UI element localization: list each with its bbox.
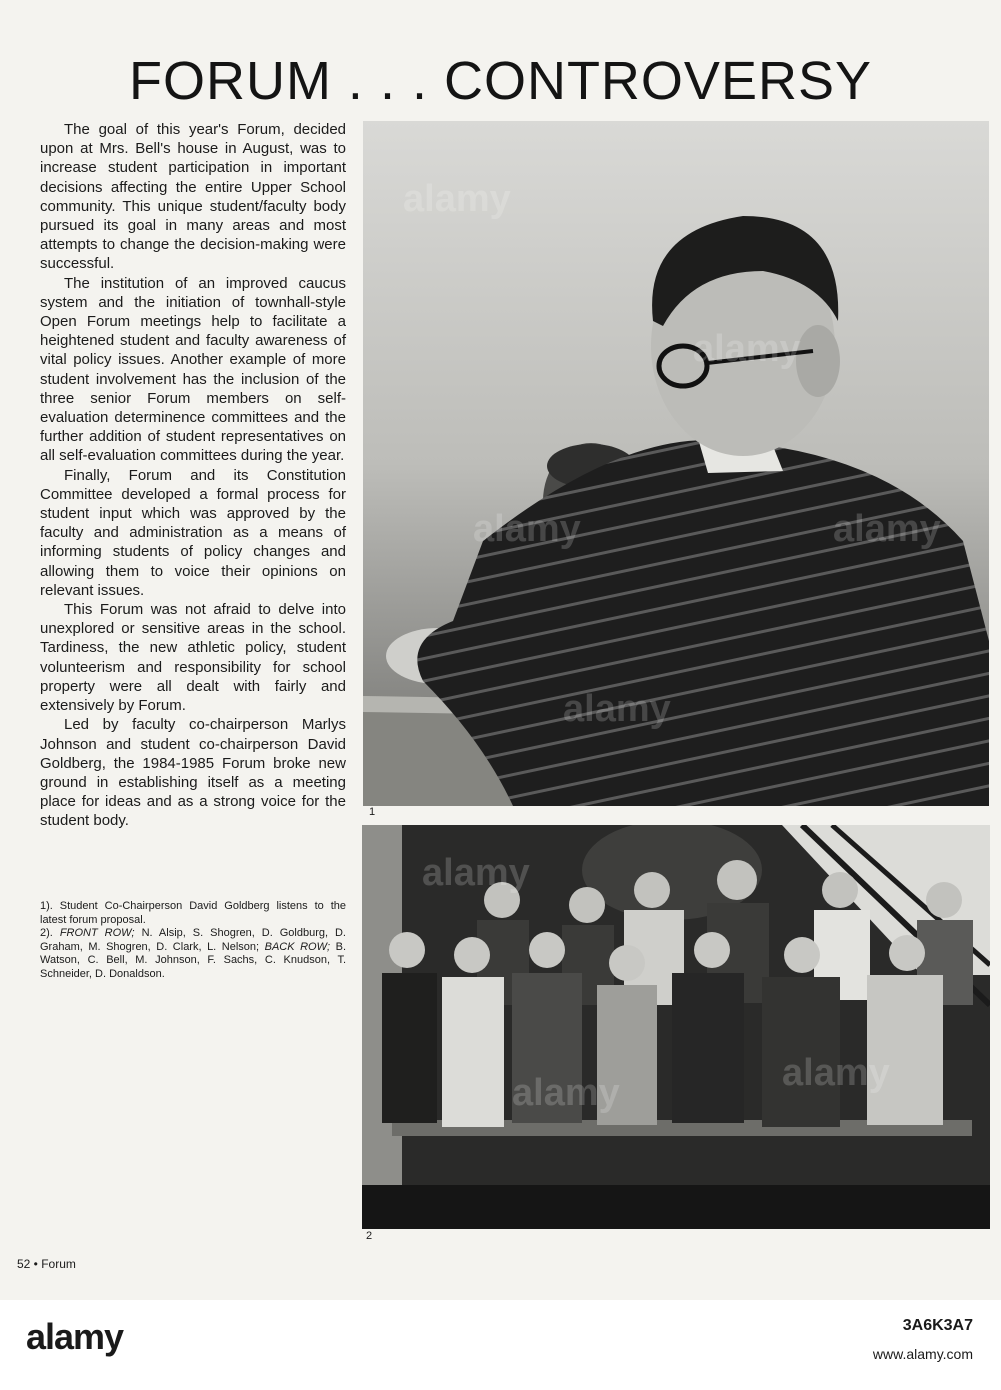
svg-text:alamy: alamy (473, 508, 581, 550)
photo-1-number: 1 (369, 806, 376, 818)
photo-2-illustration (362, 825, 990, 1229)
svg-text:alamy: alamy (693, 328, 801, 370)
svg-text:alamy: alamy (512, 1072, 620, 1114)
caption-2-number: 2). (40, 927, 53, 939)
svg-text:alamy: alamy (563, 688, 671, 730)
back-row-label: BACK ROW; (264, 940, 331, 953)
alamy-logo[interactable]: alamy (26, 1316, 124, 1357)
paragraph: The institution of an improved caucus system and the initiation of townhall-style Open Forum meetings help to facilitate a heightened student and faculty awareness of vital policy issues. Another example of more student involvement has the inclusion of the three senior Forum members on self-evaluation determinence committees and the further addition of student representatives on all self-evaluation committees during the year. (40, 274, 346, 465)
site-url[interactable]: www.alamy.com (872, 1346, 973, 1362)
svg-text:alamy: alamy (403, 178, 511, 220)
svg-text:alamy: alamy (422, 852, 530, 894)
photo-forum-group (362, 825, 990, 1229)
svg-text:alamy: alamy (833, 508, 941, 550)
paragraph: This Forum was not afraid to delve into unexplored or sensitive areas in the school. Tardiness, the new athletic policy, student volunteerism and responsibility for school property were all dealt with fairly and extensively by Forum. (40, 601, 346, 715)
paragraph: Led by faculty co-chairperson Marlys Johnson and student co-chairperson David Goldberg, the 1984-1985 Forum broke new ground in establishing itself as a meeting place for ideas and as a strong voice for the student body. (40, 716, 346, 830)
back-row-names: B. Watson, C. Bell, M. Johnson, F. Sachs, C. Knudson, T. Schneider, D. Donaldson. (40, 940, 347, 980)
svg-text:alamy: alamy (782, 1052, 890, 1094)
article-body (40, 120, 346, 831)
photo-captions (40, 900, 346, 981)
front-row-names: N. Alsip, S. Shogren, D. Goldburg, D. Graham, M. Shogren, D. Clark, L. Nelson; (40, 927, 346, 953)
paragraph: Finally, Forum and its Constitution Committee developed a formal process for student input which was approved by the faculty and administration as a means of informing students of policy changes and allowing them to voice their opinions on relevant issues. (40, 466, 346, 599)
paragraph: The goal of this year's Forum, decided upon at Mrs. Bell's house in August, was to increase student participation in important decisions affecting the entire Upper School community. This unique student/faculty body pursued its goal in many areas and most attempts to change the decision-making were successful. (40, 121, 346, 273)
photo-student-listening (363, 121, 989, 806)
photo-1-illustration (363, 121, 989, 806)
page-folio: 52 • Forum (17, 1257, 76, 1271)
caption-1: 1). Student Co-Chairperson David Goldberg listens to the latest forum proposal. (40, 900, 346, 926)
stock-banner (0, 1300, 1001, 1390)
photo-2-number: 2 (366, 1230, 373, 1242)
page-title: FORUM . . . CONTROVERSY (128, 51, 873, 111)
front-row-label: FRONT ROW; (59, 927, 135, 939)
image-id: 3A6K3A7 (902, 1317, 973, 1334)
caption-2 (40, 927, 346, 981)
